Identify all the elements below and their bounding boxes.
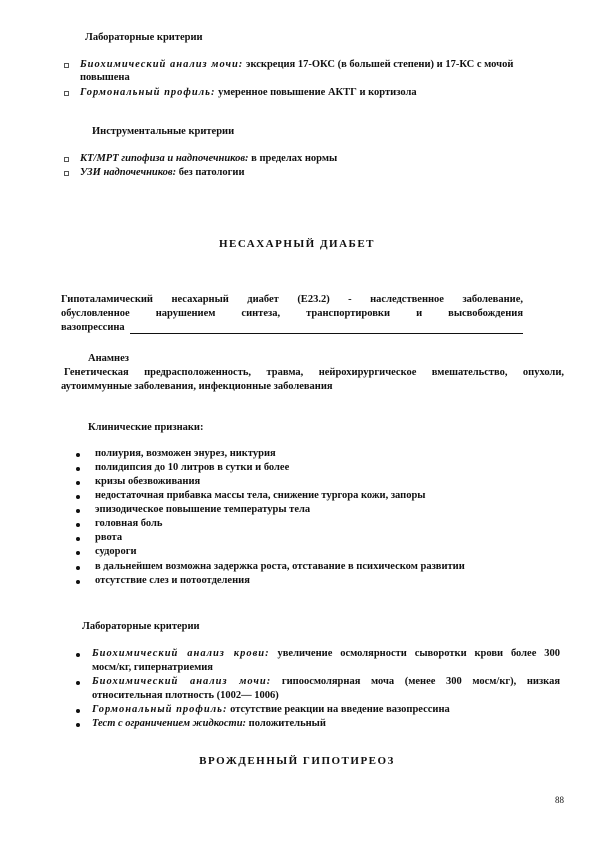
list-item bbox=[80, 166, 245, 179]
item-label: Биохимический анализ мочи: bbox=[80, 59, 244, 70]
definition-line: вазопрессина bbox=[61, 322, 125, 333]
item-text: умеренное повышение АКТГ и кортизола bbox=[218, 87, 417, 98]
anamnesis-text: аутоиммунные заболевания, инфекционные заболевания bbox=[61, 381, 333, 392]
item-text: отсутствие реакции на введение вазопрессина bbox=[230, 704, 450, 715]
bullet-icon bbox=[76, 453, 80, 457]
list-item: отсутствие слез и потоотделения bbox=[95, 575, 250, 586]
list-item bbox=[92, 675, 560, 688]
lab-criteria-heading-top: Лабораторные критерии bbox=[85, 32, 203, 43]
list-item bbox=[80, 152, 337, 165]
item-label: Гормональный профиль: bbox=[80, 87, 216, 98]
checkbox-bullet-icon bbox=[64, 63, 69, 68]
list-item: полидипсия до 10 литров в сутки и более bbox=[95, 462, 290, 473]
bullet-icon bbox=[76, 537, 80, 541]
checkbox-bullet-icon bbox=[64, 157, 69, 162]
list-item: недостаточная прибавка массы тела, снижение тургора кожи, запоры bbox=[95, 490, 426, 501]
bullet-icon bbox=[76, 709, 80, 713]
item-continuation: мосм/кг, гипернатриемия bbox=[92, 662, 213, 673]
bullet-icon bbox=[76, 495, 80, 499]
item-text: увеличение осмолярности сыворотки крови более 300 bbox=[277, 648, 560, 659]
list-item bbox=[92, 647, 560, 660]
bullet-icon bbox=[76, 551, 80, 555]
bullet-icon bbox=[76, 467, 80, 471]
checkbox-bullet-icon bbox=[64, 171, 69, 176]
item-text: экскреция 17-ОКС (в большей степени) и 17-КС с мочой bbox=[245, 59, 514, 70]
item-text: в пределах нормы bbox=[251, 153, 338, 164]
item-label: Биохимический анализ мочи: bbox=[92, 676, 272, 687]
anamnesis-heading: Анамнез bbox=[88, 353, 129, 364]
list-item bbox=[92, 703, 450, 716]
item-text: положительный bbox=[248, 718, 326, 729]
next-section-title: ВРОЖДЕННЫЙ ГИПОТИРЕОЗ bbox=[199, 755, 395, 767]
list-item bbox=[80, 58, 513, 71]
bullet-icon bbox=[76, 481, 80, 485]
item-label: Гормональный профиль: bbox=[92, 704, 228, 715]
item-label: УЗИ надпочечников: bbox=[80, 167, 177, 178]
clinical-signs-heading: Клинические признаки: bbox=[88, 422, 204, 433]
bullet-icon bbox=[76, 523, 80, 527]
list-item: головная боль bbox=[95, 518, 163, 529]
checkbox-bullet-icon bbox=[64, 91, 69, 96]
item-continuation: повышена bbox=[80, 72, 130, 83]
list-item: кризы обезвоживания bbox=[95, 476, 201, 487]
item-label: Тест с ограничением жидкости: bbox=[92, 718, 247, 729]
item-label: Биохимический анализ крови: bbox=[92, 648, 270, 659]
underline-rule bbox=[130, 333, 523, 334]
lab-criteria-heading: Лабораторные критерии bbox=[82, 621, 200, 632]
list-item: эпизодическое повышение температуры тела bbox=[95, 504, 311, 515]
page-number: 88 bbox=[555, 795, 564, 805]
bullet-icon bbox=[76, 723, 80, 727]
section-title: НЕСАХАРНЫЙ ДИАБЕТ bbox=[218, 238, 376, 250]
list-item: рвота bbox=[95, 532, 123, 543]
bullet-icon bbox=[76, 566, 80, 570]
bullet-icon bbox=[76, 681, 80, 685]
list-item: в дальнейшем возможна задержка роста, отставание в психическом развитии bbox=[95, 561, 465, 572]
bullet-icon bbox=[76, 580, 80, 584]
list-item bbox=[80, 86, 417, 99]
bullet-icon bbox=[76, 653, 80, 657]
item-continuation: относительная плотность (1002— 1006) bbox=[92, 690, 279, 701]
definition-line: обусловленное нарушением синтеза, транспортировки и высвобождения bbox=[61, 308, 523, 319]
list-item bbox=[92, 717, 326, 730]
definition-line: Гипоталамический несахарный диабет (E23.2) - наследственное заболевание, bbox=[61, 294, 523, 305]
item-label: КТ/МРТ гипофиза и надпочечников: bbox=[80, 153, 249, 164]
item-text: без патологии bbox=[178, 167, 245, 178]
item-text: гипоосмолярная моча (менее 300 мосм/кг), низкая bbox=[281, 676, 560, 687]
list-item: судороги bbox=[95, 546, 137, 557]
list-item: полиурия, возможен энурез, никтурия bbox=[95, 448, 276, 459]
instrumental-criteria-heading: Инструментальные критерии bbox=[92, 126, 235, 137]
anamnesis-text: Генетическая предрасположенность, травма, нейрохирургическое вмешательство, опухоли, bbox=[64, 367, 564, 378]
bullet-icon bbox=[76, 509, 80, 513]
